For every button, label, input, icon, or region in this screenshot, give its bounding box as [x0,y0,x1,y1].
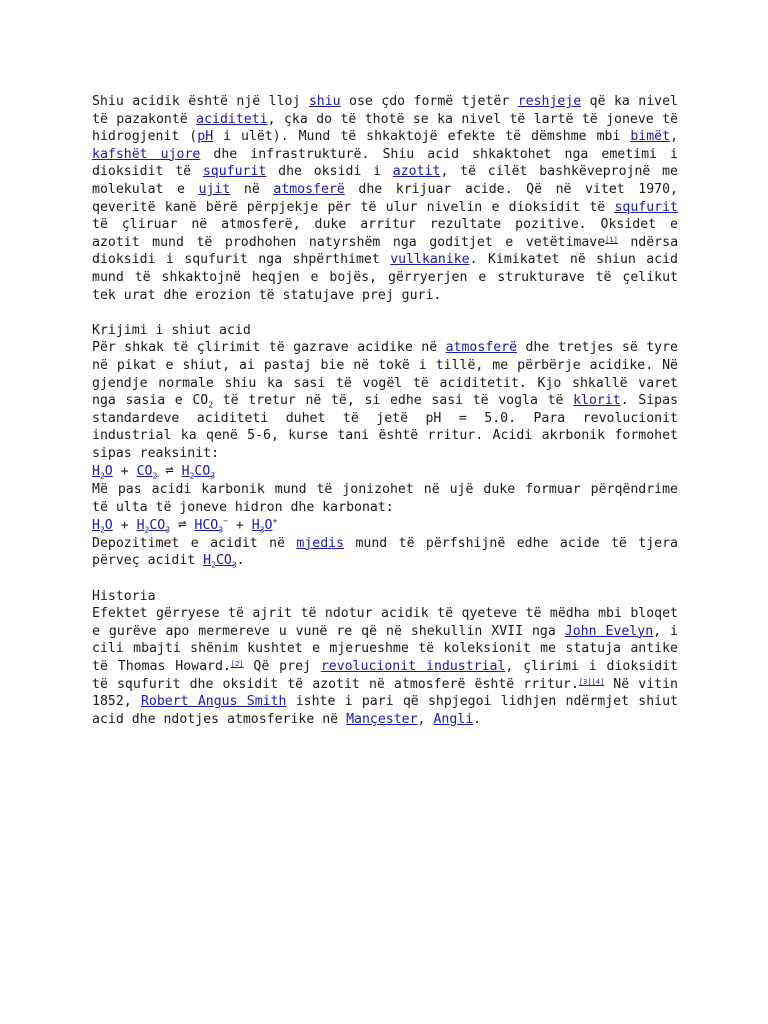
link-ujit[interactable]: ujit [198,181,231,197]
text: dhe oksidi i [266,164,393,180]
equation-2 [92,516,678,535]
article-body [92,93,678,728]
link-angli[interactable]: Angli [433,711,474,727]
text: i ulët). Mund të shkaktojë efekte të dëmshme mbi [213,129,631,145]
text: . [473,711,482,727]
reference-link-2[interactable]: [2] [230,660,244,668]
link-squfurit[interactable]: squfurit [202,164,267,180]
link-h2co3[interactable]: $H_2CO_3$ [181,464,216,482]
text: . [236,553,245,569]
text: që ka nivel të pazakontë [92,94,678,127]
link-co2[interactable]: $CO_2$ [136,464,158,482]
text: ndërsa dioksidi i squfurit nga shpërthimet [92,234,679,268]
krijimi-paragraph [92,339,678,462]
subscript: 2 [208,400,214,410]
equilibrium-arrow-icon: ⇌ [165,462,174,479]
text: dhe tretjes së tyre në pikat e shiut, ai pastaj bie në tokë i tillë, me përbërje acidike. Në gjendje normale shiu ka sasi të vogël të aciditetit. Kjo shkallë varet nga sasia e CO [92,340,678,409]
link-aciditeti[interactable]: aciditeti [196,111,268,127]
link-kafshet-ujore[interactable]: kafshët ujore [92,146,201,162]
link-john-evelyn[interactable]: John Evelyn [564,623,654,639]
reference-link-4[interactable]: [4] [591,677,605,686]
text: ishte i pari që shpjegoi lidhjen ndërmjet shiut acid dhe ndotjes atmosferike në [92,694,679,727]
section-heading-krijimi: Krijimi i shiut acid [92,322,251,338]
text: dhe infrastrukturë. Shiu acid shkaktohet nga emetimi i dioksidit të [92,146,678,180]
equation-1 [92,462,678,481]
text: të çliruar në atmosferë, duke arritur rezultate pozitive. Oksidet e azotit mund të prodhohen natyrshëm nga goditjet e vetëtimave [92,217,678,250]
plus-sign: + [112,464,137,480]
text: Në vitin 1852, [92,676,678,710]
link-revolucionit-industrial[interactable]: revolucionit industrial [320,659,506,674]
section-heading-historia: Historia [92,588,156,604]
text: në [230,181,274,197]
text: . Kimikatet në shiun acid mund të shkaktojnë heqjen e bojës, gërryerjen e strukturave të çelikut tek urat dhe erozion të statujave prej guri. [92,252,678,303]
link-atmosfere-2[interactable]: atmosferë [445,340,518,356]
deposition-paragraph [92,535,678,570]
link-bimet[interactable]: bimët [630,129,671,145]
link-mjedis[interactable]: mjedis [296,535,345,551]
text: , të cilët bashkëveprojnë me molekulat e [92,164,679,197]
text: , çka do të thotë se ka nivel të lartë të joneve të hidrogjenit ( [92,111,679,145]
link-klorit[interactable]: klorit [573,393,621,409]
text: Që prej [243,659,321,674]
link-atmosfere[interactable]: atmosferë [273,181,345,197]
link-manchester[interactable]: Mançester [346,711,418,727]
reference-link-3[interactable]: [3] [578,677,592,686]
link-h3o[interactable]: $H_3O$ [251,518,273,535]
text: Efektet gërryese të ajrit të ndotur acidik të qyeteve të mëdha mbi bloqet e gurëve apo mermereve u vunë re që në shekullin XVII nga [92,606,678,639]
link-robert-angus-smith[interactable]: Robert Angus Smith [140,694,287,710]
intro-paragraph [92,93,678,304]
text: ose çdo formë tjetër [340,94,518,109]
equilibrium-arrow-icon: ⇌ [178,516,187,533]
superscript: + [272,516,278,526]
plus-sign: + [112,518,137,534]
text: dhe krijuar acide. Që në vitet 1970, qeveritë kanë bërë përpjekje për të ulur nivelin e dioksidit të [92,181,679,215]
text: , [670,129,679,145]
text: , i cili mbajti shënim kushtet e mjerueshme të koleksionit me statuja antike të Thomas Howard. [92,623,678,674]
text: mund të përfshijnë edhe acide të tjera përveç acidit [92,535,678,569]
text: , [417,711,434,727]
link-h2o[interactable]: $H_2O$ [92,464,113,482]
text: Shiu acidik është një lloj [92,94,309,109]
link-shiu[interactable]: shiu [308,94,341,109]
text: të tretur në të, si edhe sasi të vogla të [213,393,574,409]
text: . Sipas standardeve aciditeti duhet të jetë pH = 5.0. Para revolucionit industrial ka qenë 5-6, kurse tani është rritur. Acidi akrbonik formohet sipas reaksinit: [92,393,679,461]
text: Për shkak të çlirimit të gazrave acidike në [92,340,446,356]
text: , çlirimi i dioksidit të squfurit dhe oksidit të azotit në atmosferë është rritur. [92,659,678,692]
ionization-paragraph: Më pas acidi karbonik mund të jonizohet në ujë duke formuar përqëndrime të ulta të joneve hidron dhe karbonat: [92,482,678,515]
link-h2co3-2[interactable]: $H_2CO_3$ [136,518,171,535]
superscript: − [223,516,228,526]
reference-link-1[interactable]: [1] [605,235,618,244]
historia-paragraph [92,605,678,728]
text: Depozitimet e acidit në [92,535,297,551]
link-h2o-2[interactable]: $H_2O$ [92,518,113,535]
link-vullkanike[interactable]: vullkanike [390,252,470,268]
link-hco3[interactable]: $HCO_3$ [194,518,224,535]
link-squfurit-2[interactable]: squfurit [614,199,678,215]
link-reshjeje[interactable]: reshjeje [517,94,582,109]
link-ph[interactable]: pH [197,129,214,145]
link-azotit[interactable]: azotit [392,164,441,180]
link-h2co3-3[interactable]: $H_2CO_3$ [203,553,237,571]
plus-sign: + [227,518,252,534]
